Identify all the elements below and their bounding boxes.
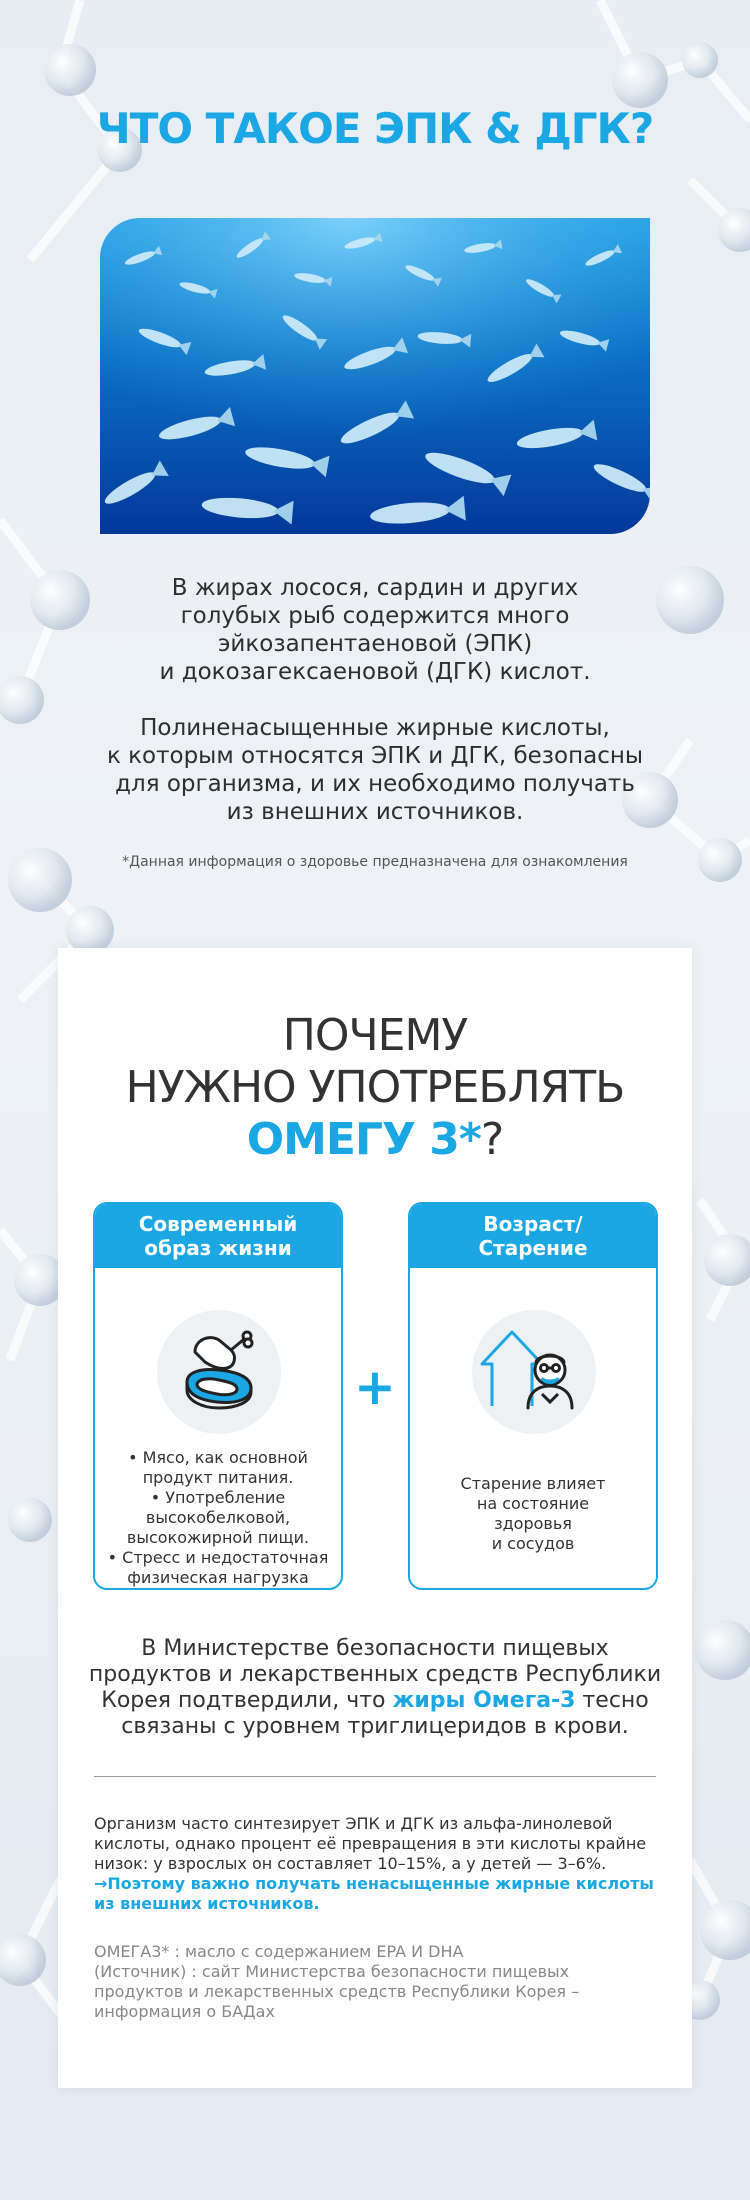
source-note: ОМЕГА3* : масло с содержанием EPA И DHA (Источник) : сайт Министерства безопасности пищевых продуктов и лекарственных средств Республики Корея – информация о БАДах <box>94 1942 580 2021</box>
factor-card-aging <box>408 1202 658 1590</box>
factor-title: Современный образ жизни <box>95 1204 341 1268</box>
plus-icon: + <box>354 1358 396 1416</box>
why-title-question: ? <box>480 1114 504 1165</box>
factor-description: Старение влияет на состояние здоровья и сосудов <box>460 1474 606 1553</box>
page-title: ЧТО ТАКОЕ ЭПК & ДГК? <box>96 104 654 153</box>
why-title <box>58 1010 692 1166</box>
why-title-line-1: ПОЧЕМУ <box>282 1010 468 1061</box>
ministry-text-after: тесно связаны с уровнем триглицеридов в крови. <box>121 1688 649 1739</box>
section-divider <box>94 1776 656 1777</box>
fish-school-illustration <box>100 218 650 534</box>
ministry-highlight: жиры Омега-3 <box>392 1688 576 1713</box>
synthesis-note <box>94 1814 664 1914</box>
synthesis-emphasis: →Поэтому важно получать ненасыщенные жирные кислоты из внешних источников. <box>94 1874 654 1913</box>
meat-icon <box>157 1310 281 1434</box>
aging-elder-icon <box>472 1310 596 1434</box>
factor-title: Возраст/ Старение <box>410 1204 656 1268</box>
fish-school-image <box>100 218 650 534</box>
intro-paragraph-2: Полиненасыщенные жирные кислоты, к которым относятся ЭПК и ДГК, безопасны для организма, и их необходимо получать из внешних источников. <box>106 715 644 825</box>
why-title-line-2: НУЖНО УПОТРЕБЛЯТЬ <box>125 1062 625 1113</box>
why-omega-card <box>58 948 692 2088</box>
ministry-statement <box>78 1636 672 1740</box>
intro-text <box>60 574 690 826</box>
synthesis-text: Организм часто синтезирует ЭПК и ДГК из альфа-линолевой кислоты, однако процент её превращения в эти кислоты крайне низок: у взрослых он составляет 10–15%, а у детей — 3–6%. <box>94 1814 647 1873</box>
intro-paragraph-1: В жирах лосося, сардин и других голубых рыб содержится много эйкозапентаеновой (ЭПК) и докозагексаеновой (ДГК) кислот. <box>159 575 591 685</box>
factor-description: • Мясо, как основной продукт питания. • Употребление высокобелковой, высокожирной пищи. • Стресс и недостаточная физическая нагрузка <box>107 1448 329 1587</box>
factor-card-lifestyle <box>93 1202 343 1590</box>
health-disclaimer: *Данная информация о здоровье предназначена для ознакомления <box>122 854 628 870</box>
why-title-accent: ОМЕГУ 3* <box>246 1114 481 1165</box>
ministry-text-before: В Министерстве безопасности пищевых продуктов и лекарственных средств Республики Корея подтвердили, что <box>88 1636 662 1713</box>
